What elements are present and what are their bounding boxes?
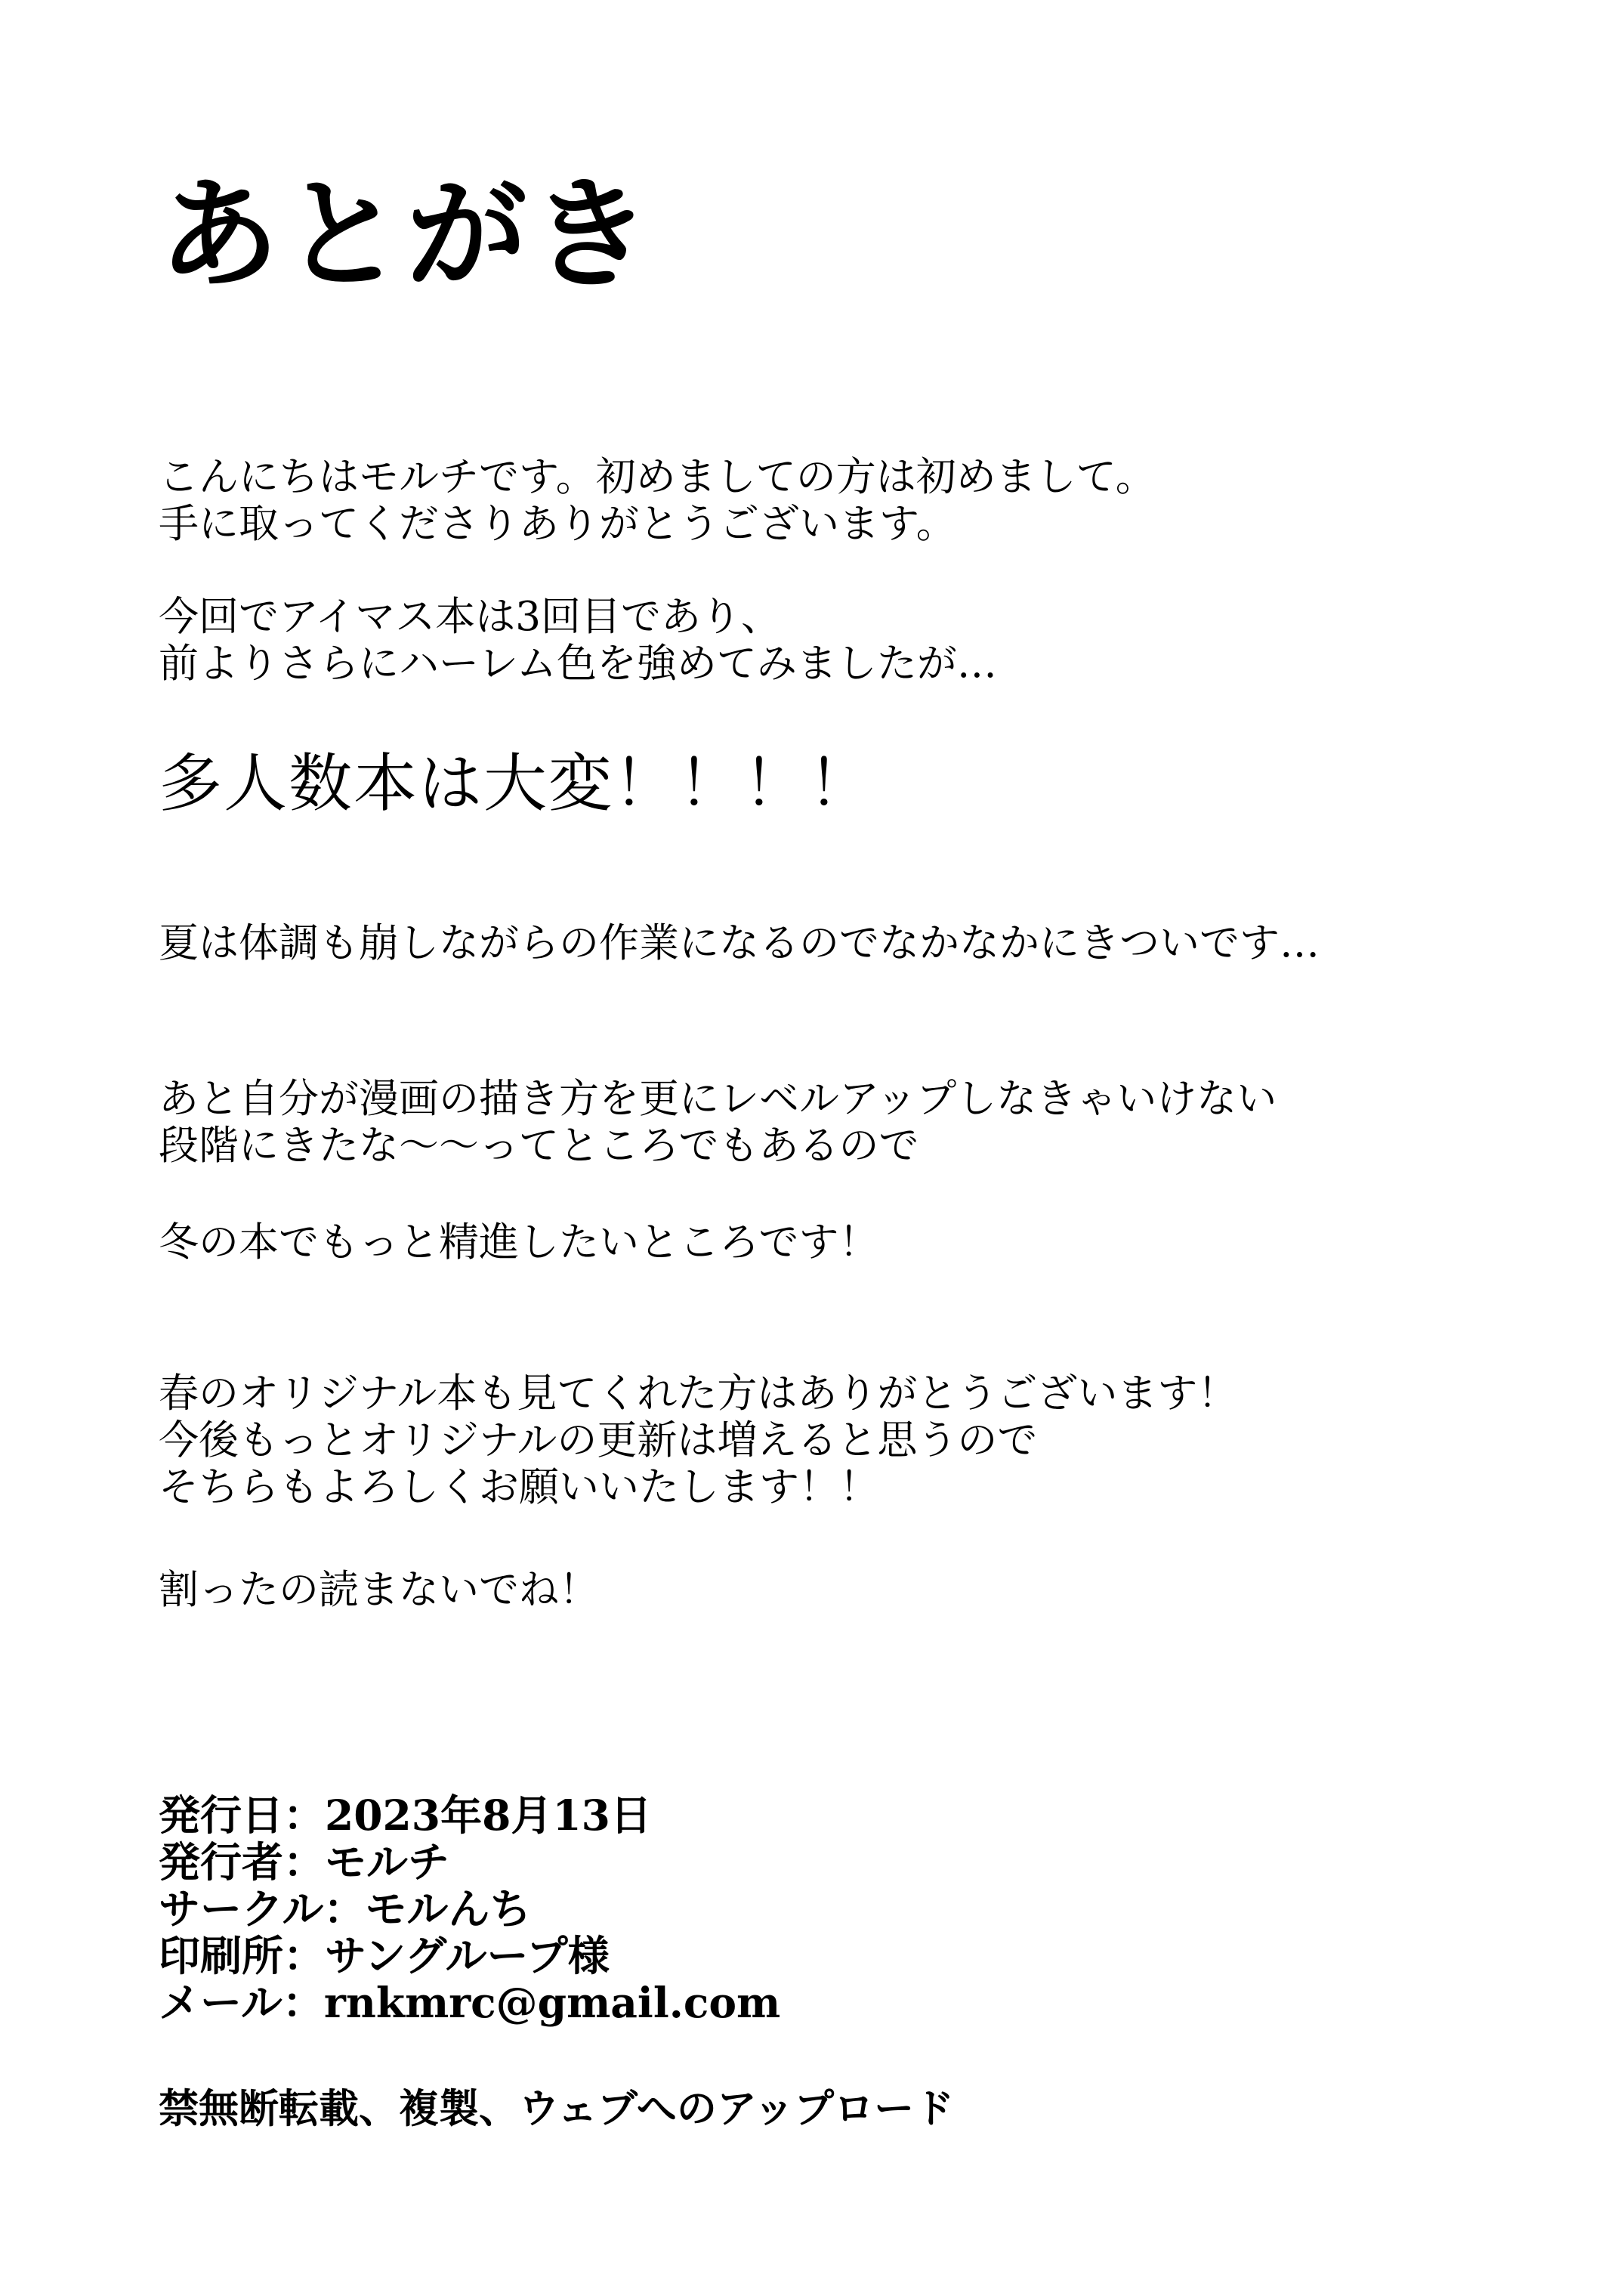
colophon-issue-date: 発行日：2023年8月13日 xyxy=(159,1791,652,1840)
original-line-3: そちらもよろしくお願いいたします！！ xyxy=(159,1464,879,1510)
colophon-email: メール：rnkmrc@gmail.com xyxy=(159,1978,781,2027)
levelup-line-2: 段階にきたな〜〜ってところでもあるので xyxy=(159,1123,919,1169)
colophon-circle: サークル：モルんち xyxy=(159,1884,532,1933)
copyright-notice: 禁無断転載、複製、ウェブへのアップロード xyxy=(159,2085,955,2132)
summer-line: 夏は体調も崩しながらの作業になるのでなかなかにきついです… xyxy=(159,920,1320,966)
series-line-1: 今回でアイマス本は3回目であり、 xyxy=(159,594,781,640)
emphasis-heading: 多人数本は大変！！！！ xyxy=(159,746,874,820)
series-line-2: 前よりさらにハーレム色を強めてみましたが… xyxy=(159,641,997,687)
original-line-1: 春のオリジナル本も見てくれた方はありがとうございます！ xyxy=(159,1371,1238,1417)
greeting-line-2: 手に取ってくださりありがとうございます。 xyxy=(159,501,956,547)
winter-line: 冬の本でもっと精進したいところです！ xyxy=(159,1219,879,1265)
levelup-line-1: あと自分が漫画の描き方を更にレベルアップしなきゃいけない xyxy=(159,1076,1277,1122)
page-title: あとがき xyxy=(159,163,655,305)
closing-line: 割ったの読まないでね！ xyxy=(159,1567,599,1613)
colophon-printer: 印刷所：サングループ様 xyxy=(159,1931,610,1980)
original-line-2: 今後もっとオリジナルの更新は増えると思うので xyxy=(159,1417,1038,1463)
colophon-publisher: 発行者：モルチ xyxy=(159,1837,450,1887)
greeting-line-1: こんにちはモルチです。初めましての方は初めまして。 xyxy=(159,454,1156,500)
